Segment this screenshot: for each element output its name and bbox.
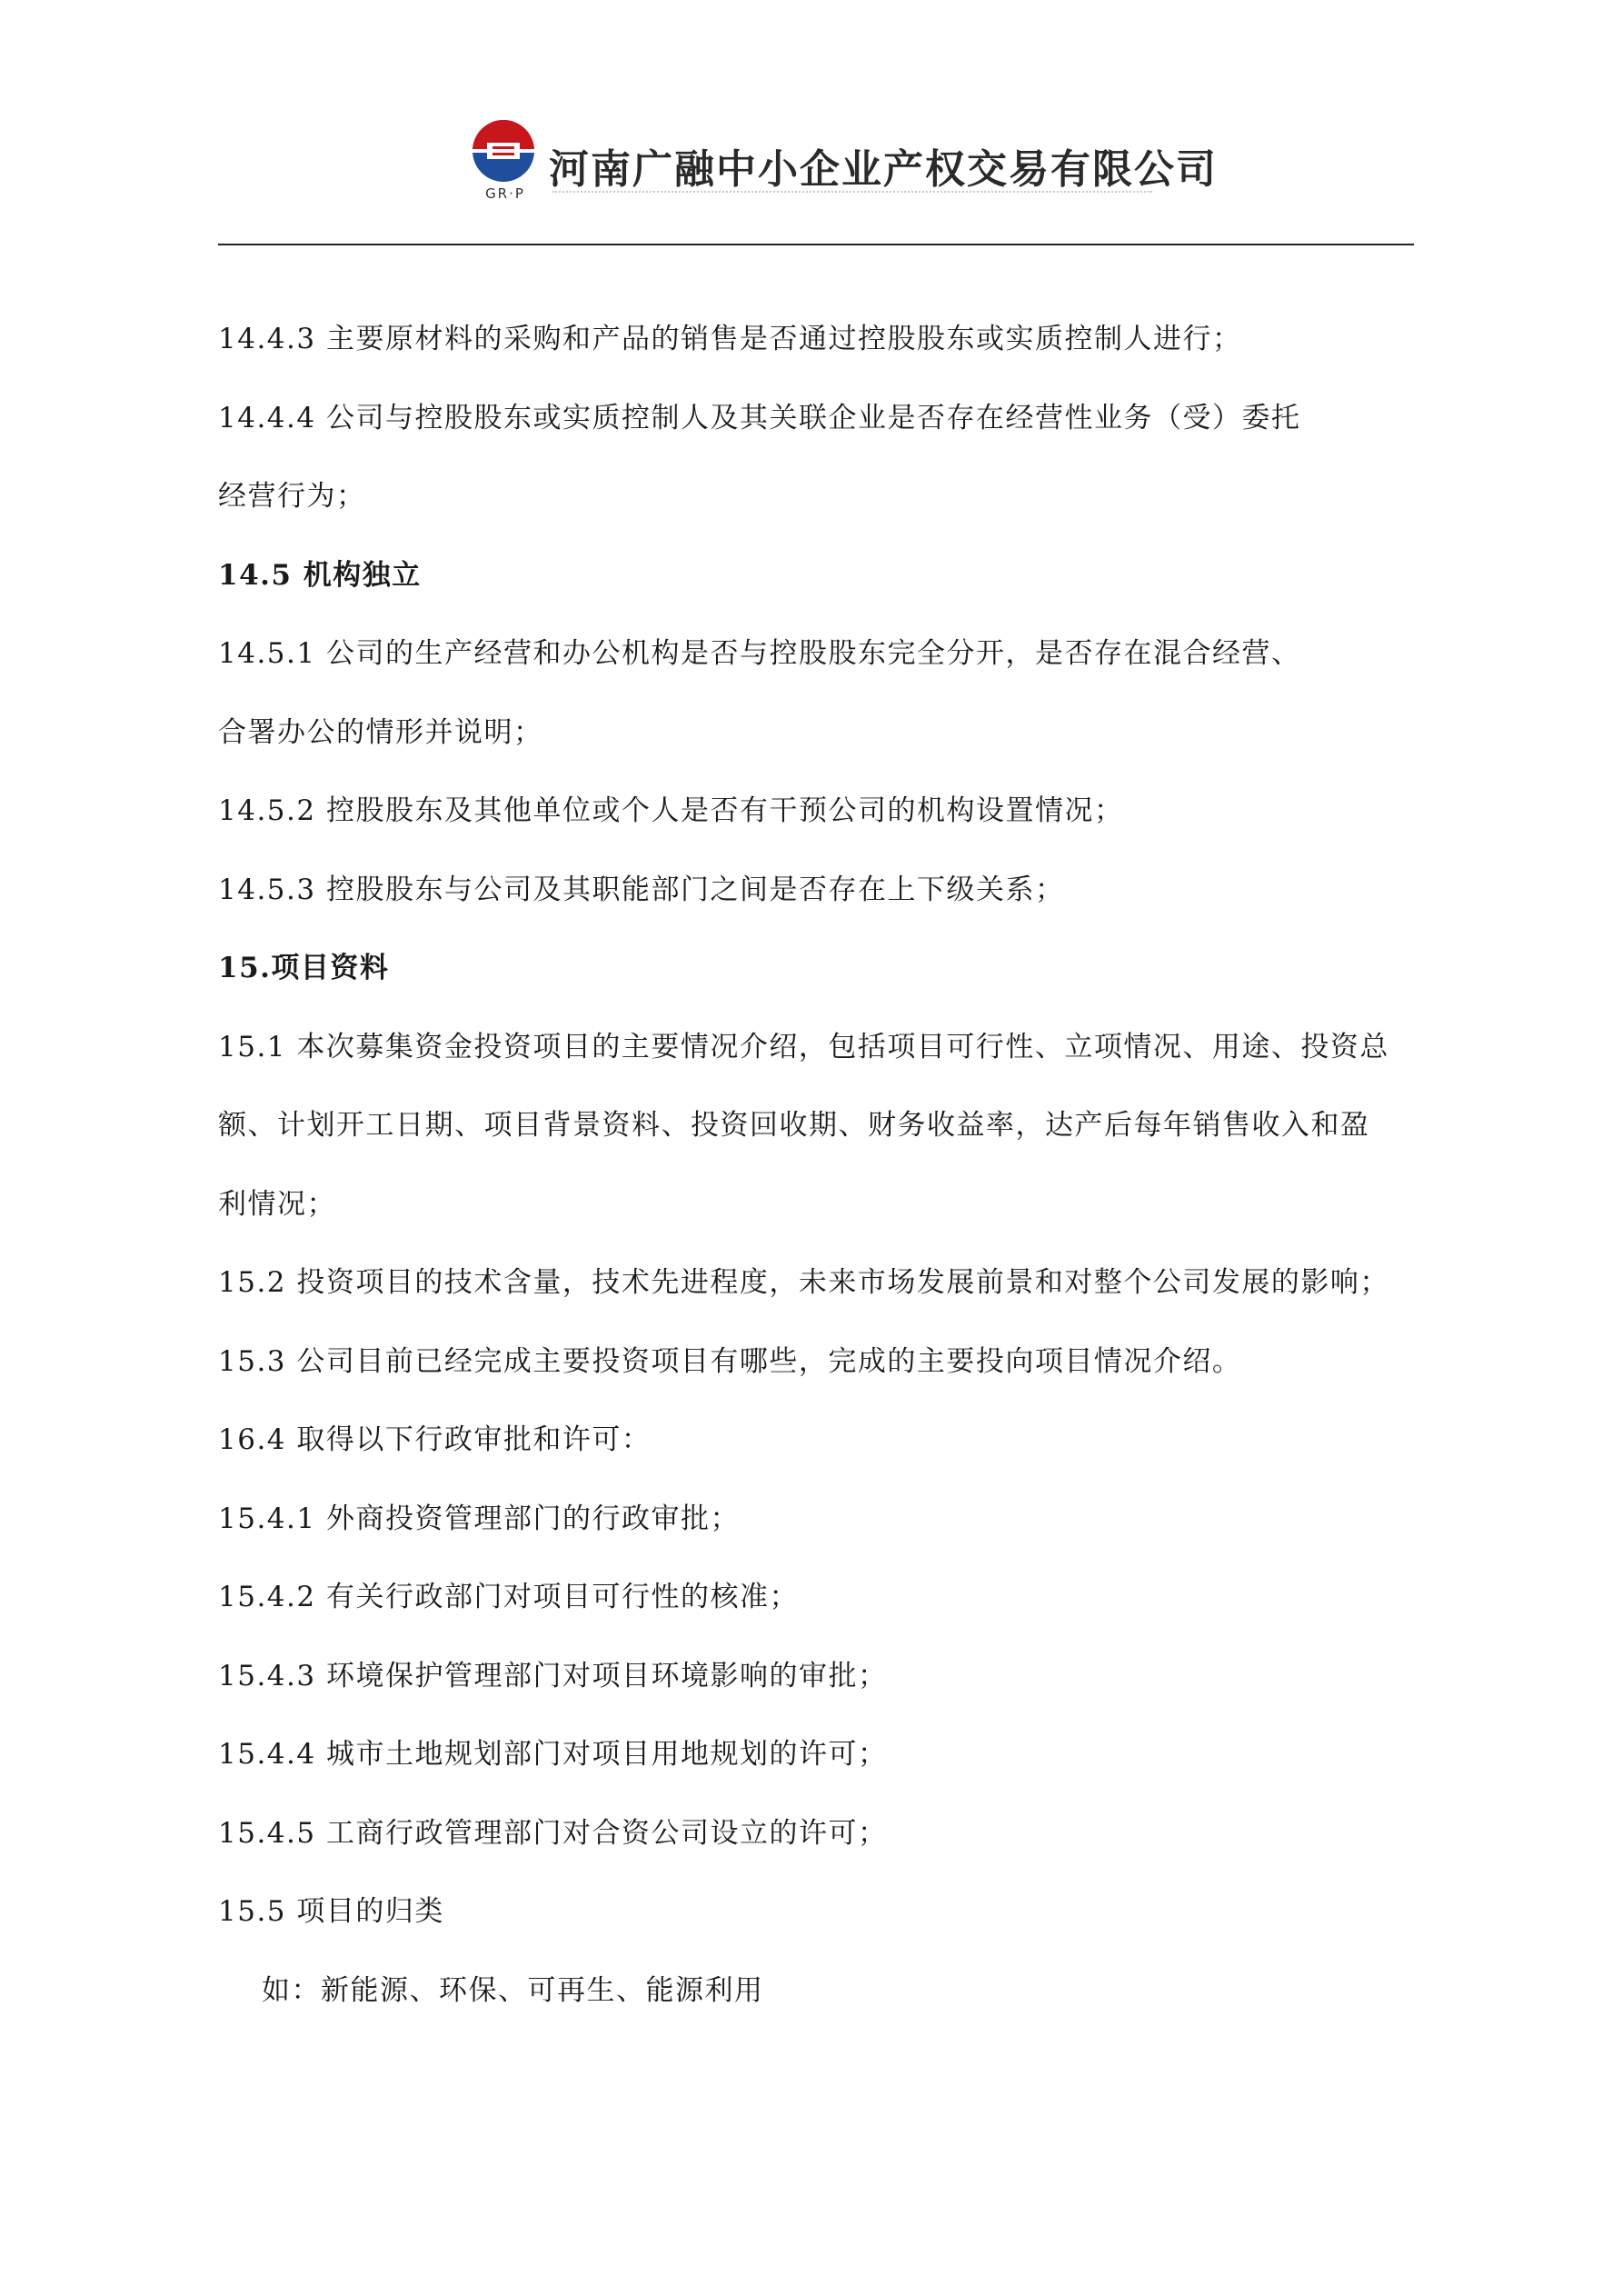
clause-15-5-example: 如：新能源、环保、可再生、能源利用 [262, 1973, 764, 2007]
page-header [0, 0, 1622, 245]
clause-15-4-5: 15.4.5 工商行政管理部门对合资公司设立的许可； [218, 1816, 888, 1850]
clause-14-5-1: 14.5.1 公司的生产经营和办公机构是否与控股股东完全分开，是否存在混合经营、 [218, 637, 1301, 670]
document-body [218, 300, 1418, 2030]
clause-15-1-cont-2: 利情况； [218, 1187, 336, 1221]
heading-15: 15.项目资料 [218, 952, 390, 984]
clause-14-5-2: 14.5.2 控股股东及其他单位或个人是否有干预公司的机构设置情况； [218, 794, 1124, 827]
company-name: 河南广融中小企业产权交易有限公司 [549, 146, 1218, 193]
clause-15-5: 15.5 项目的归类 [218, 1895, 444, 1928]
clause-15-1-cont-1: 额、计划开工日期、项目背景资料、投资回收期、财务收益率，达产后每年销售收入和盈 [218, 1109, 1370, 1142]
clause-15-2: 15.2 投资项目的技术含量，技术先进程度，未来市场发展前景和对整个公司发展的影响； [218, 1266, 1389, 1299]
logo-caption: GR·P [485, 185, 525, 202]
clause-15-4-1: 15.4.1 外商投资管理部门的行政审批； [218, 1502, 740, 1535]
clause-14-5-3: 14.5.3 控股股东与公司及其职能部门之间是否存在上下级关系； [218, 873, 1065, 906]
heading-14-5: 14.5 机构独立 [218, 558, 422, 592]
company-name-subline [552, 191, 1152, 202]
company-logo-icon [471, 118, 536, 184]
clause-14-4-3: 14.4.3 主要原材料的采购和产品的销售是否通过控股股东或实质控制人进行； [218, 323, 1242, 355]
clause-15-4-3: 15.4.3 环境保护管理部门对项目环境影响的审批； [218, 1659, 888, 1692]
clause-14-5-1-cont: 合署办公的情形并说明； [218, 715, 543, 749]
clause-15-4-2: 15.4.2 有关行政部门对项目可行性的核准； [218, 1581, 799, 1613]
clause-14-4-4-cont: 经营行为； [218, 480, 366, 513]
clause-15-4-4: 15.4.4 城市土地规划部门对项目用地规划的许可； [218, 1738, 888, 1771]
header-divider [218, 244, 1414, 245]
clause-14-4-4: 14.4.4 公司与控股股东或实质控制人及其关联企业是否存在经营性业务（受）委托 [218, 401, 1301, 434]
clause-15-3: 15.3 公司目前已经完成主要投资项目有哪些，完成的主要投向项目情况介绍。 [218, 1344, 1242, 1378]
clause-16-4: 16.4 取得以下行政审批和许可： [218, 1423, 652, 1456]
clause-15-1: 15.1 本次募集资金投资项目的主要情况介绍，包括项目可行性、立项情况、用途、投资总 [218, 1030, 1389, 1063]
